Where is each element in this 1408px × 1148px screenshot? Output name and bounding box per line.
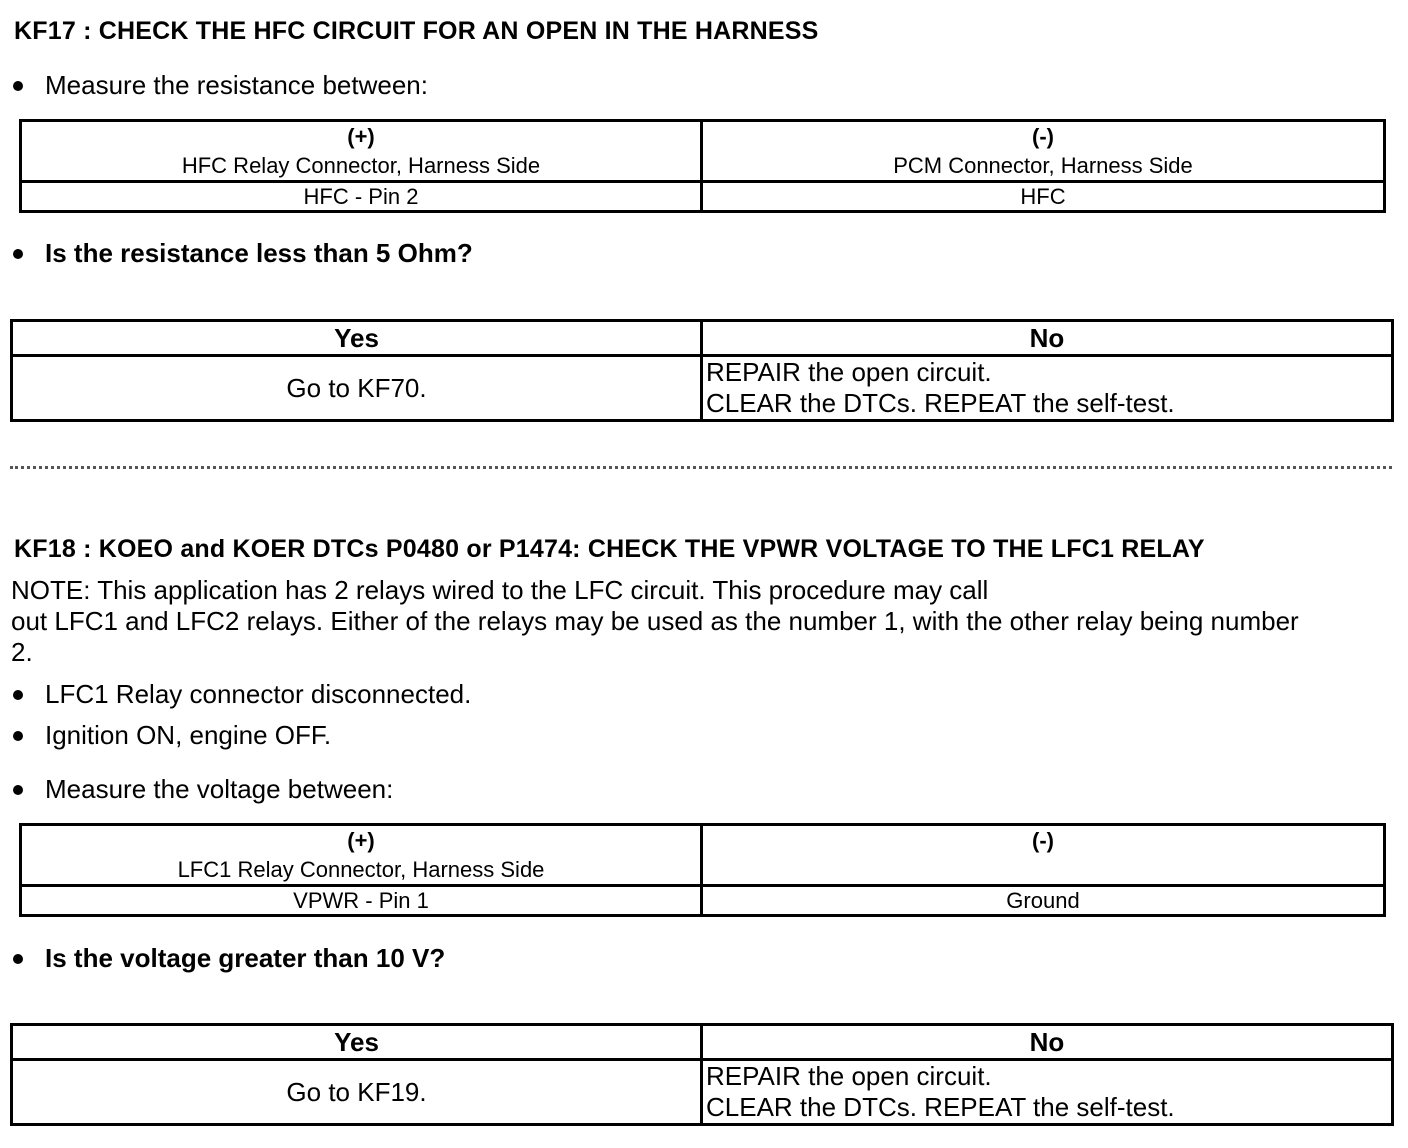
kf18-question-item — [0, 943, 445, 974]
kf17-measurement-table — [19, 119, 1386, 213]
positive-sign: (+) — [347, 828, 375, 853]
kf18-question: Is the voltage greater than 10 V? — [45, 943, 446, 973]
kf17-yes-header: Yes — [12, 321, 702, 356]
kf18-note-line-2: out LFC1 and LFC2 relays. Either of the relays may be used as the number 1, with the other relay being number — [11, 606, 1299, 636]
kf18-measure-text: Measure the voltage between: — [45, 774, 394, 804]
kf17-negative-label: PCM Connector, Harness Side — [893, 153, 1193, 178]
kf18-yes-action: Go to KF19. — [12, 1060, 702, 1125]
kf18-no-line-2: CLEAR the DTCs. REPEAT the self-test. — [706, 1092, 1175, 1122]
kf17-question-item — [0, 238, 473, 269]
kf18-measure-item — [0, 774, 393, 805]
kf17-measure-text: Measure the resistance between: — [45, 70, 428, 100]
kf18-note-line-1: NOTE: This application has 2 relays wired to the LFC circuit. This procedure may call — [11, 575, 989, 605]
negative-sign: (-) — [1032, 124, 1054, 149]
kf17-yes-action: Go to KF70. — [12, 356, 702, 421]
kf17-no-line-1: REPAIR the open circuit. — [706, 357, 992, 387]
kf18-title: KF18 : KOEO and KOER DTCs P0480 or P1474: CHECK THE VPWR VOLTAGE TO THE LFC1 RELAY — [14, 535, 1205, 563]
kf18-decision-table — [10, 1023, 1394, 1126]
kf17-no-line-2: CLEAR the DTCs. REPEAT the self-test. — [706, 388, 1175, 418]
kf18-condition-2-text: Ignition ON, engine OFF. — [45, 720, 332, 750]
kf18-no-header: No — [702, 1025, 1393, 1060]
kf18-condition-1 — [0, 679, 471, 710]
kf18-condition-2 — [0, 720, 331, 751]
section-divider — [10, 466, 1392, 469]
kf17-positive-value: HFC - Pin 2 — [21, 182, 702, 212]
kf17-no-header: No — [702, 321, 1393, 356]
kf17-measure-item — [0, 70, 428, 101]
kf17-positive-label: HFC Relay Connector, Harness Side — [181, 153, 541, 178]
kf17-negative-header — [702, 121, 1385, 182]
kf18-negative-header — [702, 825, 1385, 886]
kf18-positive-label: LFC1 Relay Connector, Harness Side — [177, 857, 545, 882]
bullet-icon — [13, 690, 23, 700]
kf18-condition-1-text: LFC1 Relay connector disconnected. — [45, 679, 472, 709]
kf17-negative-value: HFC — [702, 182, 1385, 212]
kf17-title: KF17 : CHECK THE HFC CIRCUIT FOR AN OPEN IN THE HARNESS — [14, 17, 819, 45]
kf18-note-line-3: 2. — [11, 637, 33, 667]
kf18-positive-header — [21, 825, 702, 886]
kf18-no-line-1: REPAIR the open circuit. — [706, 1061, 992, 1091]
bullet-icon — [13, 731, 23, 741]
kf18-measurement-table — [19, 823, 1386, 917]
bullet-icon — [13, 249, 23, 259]
bullet-icon — [13, 954, 23, 964]
bullet-icon — [13, 785, 23, 795]
kf18-positive-value: VPWR - Pin 1 — [21, 886, 702, 916]
negative-sign: (-) — [1032, 828, 1054, 853]
kf17-positive-header — [21, 121, 702, 182]
bullet-icon — [13, 81, 23, 91]
kf18-negative-value: Ground — [702, 886, 1385, 916]
kf18-yes-header: Yes — [12, 1025, 702, 1060]
positive-sign: (+) — [347, 124, 375, 149]
kf18-note — [11, 575, 1299, 668]
kf17-question: Is the resistance less than 5 Ohm? — [45, 238, 473, 268]
kf18-no-action — [702, 1060, 1393, 1125]
kf17-no-action — [702, 356, 1393, 421]
kf17-decision-table — [10, 319, 1394, 422]
